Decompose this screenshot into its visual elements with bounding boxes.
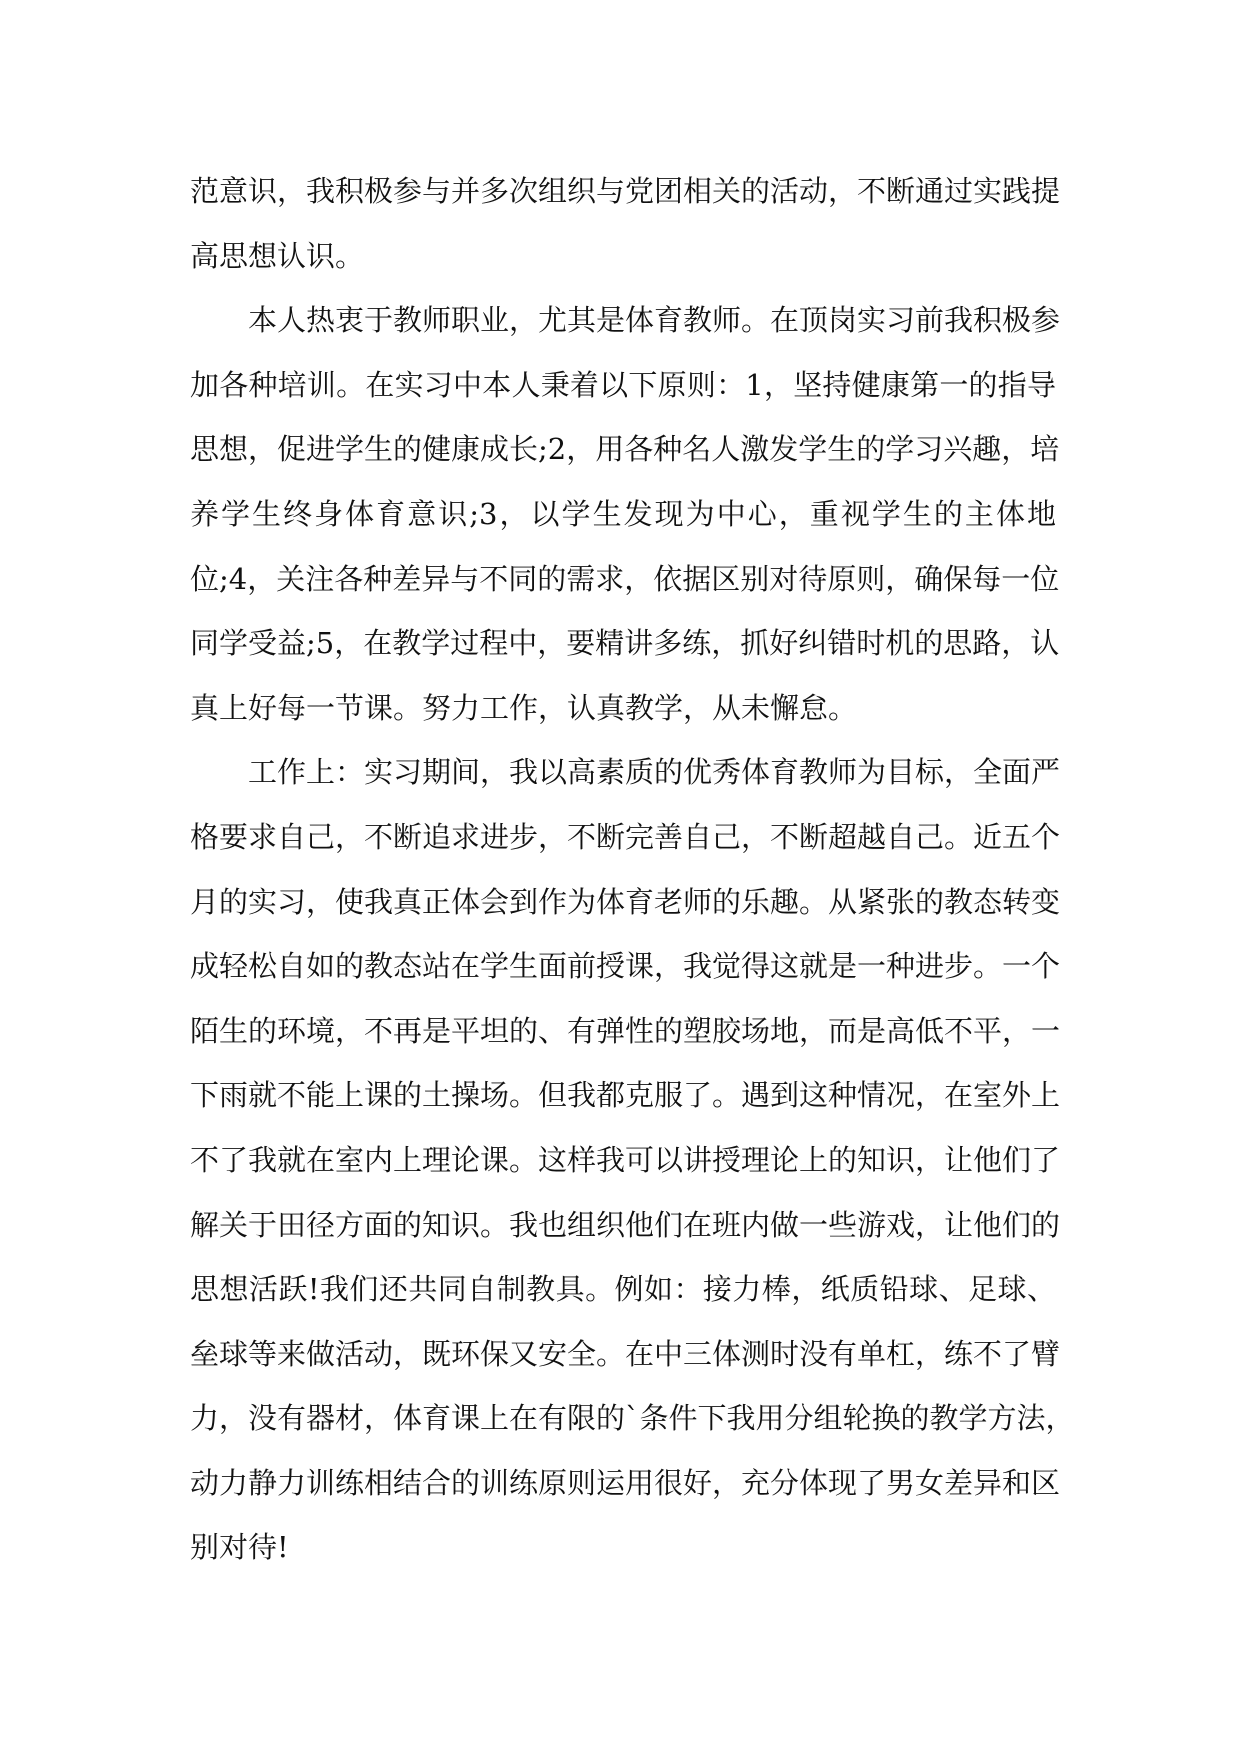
text-line: 高思想认识。 [190, 238, 365, 273]
text-line: 动力静力训练相结合的训练原则运用很好，充分体现了男女差异和区 [190, 1465, 1061, 1500]
text-line: 工作上：实习期间，我以高素质的优秀体育教师为目标，全面严 [248, 755, 1061, 790]
body-text [190, 159, 1075, 1580]
text-line: 思想活跃!我们还共同自制教具。例如：接力棒，纸质铅球、足球、 [190, 1272, 1056, 1307]
text-line: 不了我就在室内上理论课。这样我可以讲授理论上的知识，让他们了 [190, 1142, 1061, 1177]
text-line: 范意识，我积极参与并多次组织与党团相关的活动，不断通过实践提 [190, 174, 1061, 208]
text-line: 同学受益;5，在教学过程中，要精讲多练，抓好纠错时机的思路，认 [190, 626, 1060, 661]
text-line: 思想，促进学生的健康成长;2，用各种名人激发学生的学习兴趣，培 [190, 432, 1060, 467]
text-line: 位;4，关注各种差异与不同的需求，依据区别对待原则，确保每一位 [190, 561, 1060, 596]
text-line: 力，没有器材，体育课上在有限的`条件下我用分组轮换的教学方法， [190, 1401, 1075, 1436]
text-line: 陌生的环境，不再是平坦的、有弹性的塑胶场地，而是高低不平，一 [190, 1013, 1061, 1048]
text-line: 成轻松自如的教态站在学生面前授课，我觉得这就是一种进步。一个 [190, 949, 1061, 984]
text-line: 加各种培训。在实习中本人秉着以下原则：1，坚持健康第一的指导 [190, 367, 1056, 402]
text-line: 月的实习，使我真正体会到作为体育老师的乐趣。从紧张的教态转变 [190, 884, 1061, 919]
text-line: 别对待! [190, 1530, 289, 1565]
text-line: 垒球等来做活动，既环保又安全。在中三体测时没有单杠，练不了臂 [190, 1336, 1061, 1371]
text-line: 解关于田径方面的知识。我也组织他们在班内做一些游戏，让他们的 [190, 1207, 1061, 1242]
text-line: 格要求自己，不断追求进步，不断完善自己，不断超越自己。近五个 [190, 819, 1061, 854]
text-line: 真上好每一节课。努力工作，认真教学，从未懈怠。 [190, 690, 858, 725]
text-line: 本人热衷于教师职业，尤其是体育教师。在顶岗实习前我积极参 [248, 303, 1061, 338]
text-line: 下雨就不能上课的土操场。但我都克服了。遇到这种情况，在室外上 [190, 1078, 1061, 1113]
text-line: 养学生终身体育意识;3，以学生发现为中心，重视学生的主体地 [190, 496, 1056, 531]
